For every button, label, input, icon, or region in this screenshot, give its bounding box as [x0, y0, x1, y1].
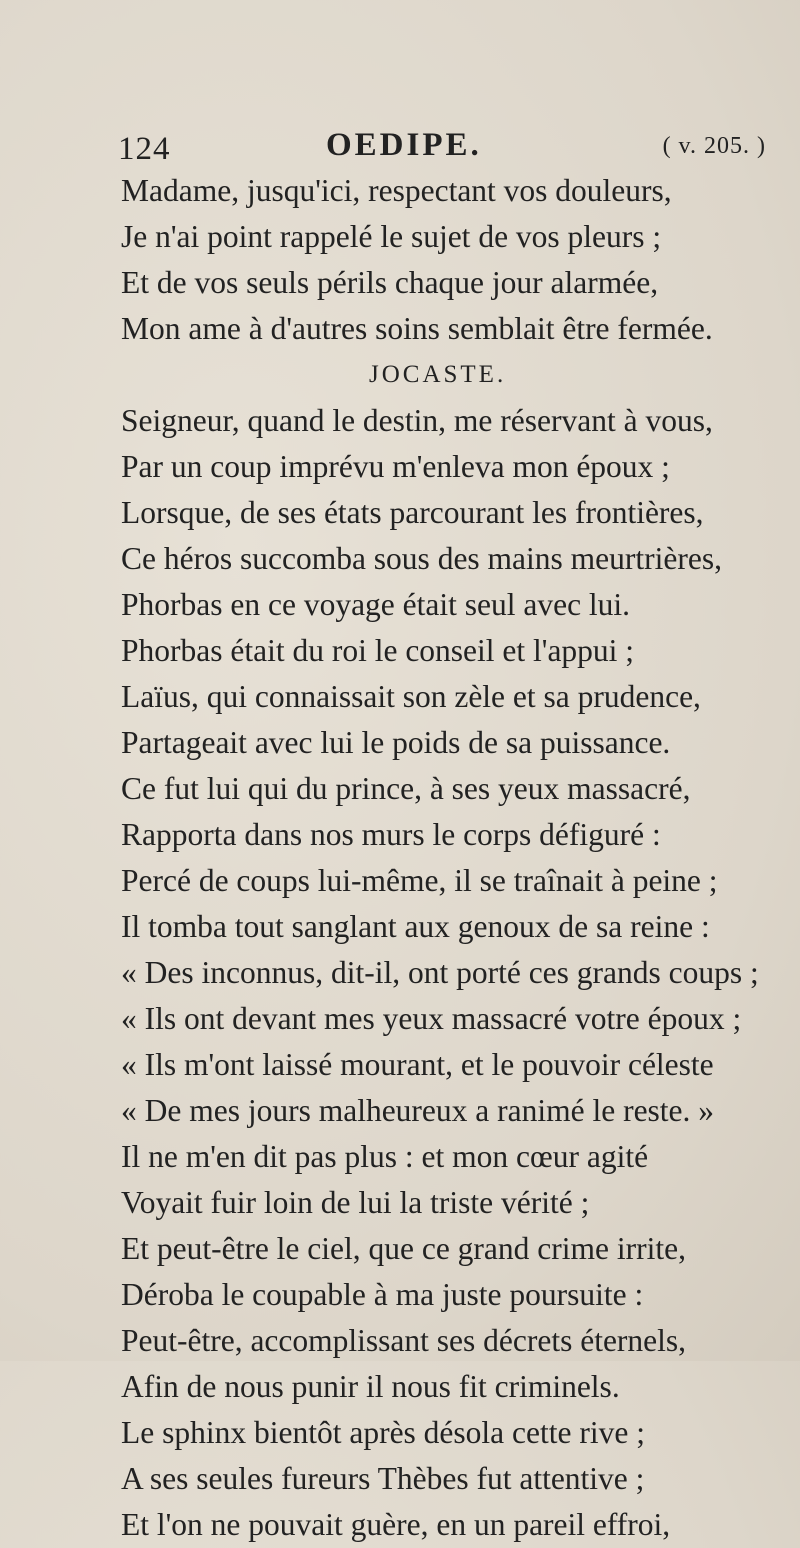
- verse-line: Lorsque, de ses états parcourant les frontières,: [121, 495, 704, 530]
- speaker-name: JOCASTE.: [369, 361, 507, 388]
- verse-line: « Ils ont devant mes yeux massacré votre époux ;: [121, 1001, 742, 1036]
- verse-line: Déroba le coupable à ma juste poursuite :: [121, 1277, 644, 1312]
- verse-line: A ses seules fureurs Thèbes fut attentive ;: [121, 1461, 645, 1496]
- verse-line: Phorbas était du roi le conseil et l'appui ;: [121, 633, 635, 668]
- verse-line: Mon ame à d'autres soins semblait être fermée.: [121, 311, 713, 346]
- verse-line: « De mes jours malheureux a ranimé le reste. »: [121, 1093, 715, 1128]
- verse-line: Et peut-être le ciel, que ce grand crime irrite,: [121, 1231, 686, 1266]
- verse-line: Phorbas en ce voyage était seul avec lui.: [121, 587, 631, 622]
- page-header: [118, 127, 766, 171]
- verse-line: Partageait avec lui le poids de sa puissance.: [121, 725, 671, 760]
- verse-line: Rapporta dans nos murs le corps défiguré :: [121, 817, 661, 852]
- verse-line: Ce fut lui qui du prince, à ses yeux massacré,: [121, 771, 691, 806]
- verse-line: Et l'on ne pouvait guère, en un pareil effroi,: [121, 1507, 671, 1542]
- verse-line: « Ils m'ont laissé mourant, et le pouvoir céleste: [121, 1047, 714, 1082]
- verse-line: Percé de coups lui-même, il se traînait à peine ;: [121, 863, 718, 898]
- verse-line: Il tomba tout sanglant aux genoux de sa reine :: [121, 909, 710, 944]
- verse-line: Par un coup imprévu m'enleva mon époux ;: [121, 449, 670, 484]
- verse-line: Le sphinx bientôt après désola cette rive ;: [121, 1415, 645, 1450]
- verse-line: Seigneur, quand le destin, me réservant à vous,: [121, 403, 713, 438]
- verse-line: Peut-être, accomplissant ses décrets éternels,: [121, 1323, 687, 1358]
- verse-line: Ce héros succomba sous des mains meurtrières,: [121, 541, 722, 576]
- verse-line: Afin de nous punir il nous fit criminels.: [121, 1369, 620, 1404]
- verse-line: Madame, jusqu'ici, respectant vos douleurs,: [121, 173, 672, 208]
- running-title: OEDIPE.: [326, 127, 482, 163]
- verse-line: « Des inconnus, dit-il, ont porté ces grands coups ;: [121, 955, 759, 990]
- verse-reference: ( v. 205. ): [662, 133, 766, 159]
- verse-line: Et de vos seuls périls chaque jour alarmée,: [121, 265, 659, 300]
- verse-line: Il ne m'en dit pas plus : et mon cœur agité: [121, 1139, 649, 1174]
- verse-text: [121, 168, 800, 1548]
- verse-line: Voyait fuir loin de lui la triste vérité ;: [121, 1185, 590, 1220]
- verse-line: Je n'ai point rappelé le sujet de vos pleurs ;: [121, 219, 662, 254]
- verse-line: Laïus, qui connaissait son zèle et sa prudence,: [121, 679, 701, 714]
- page-number: 124: [118, 131, 171, 167]
